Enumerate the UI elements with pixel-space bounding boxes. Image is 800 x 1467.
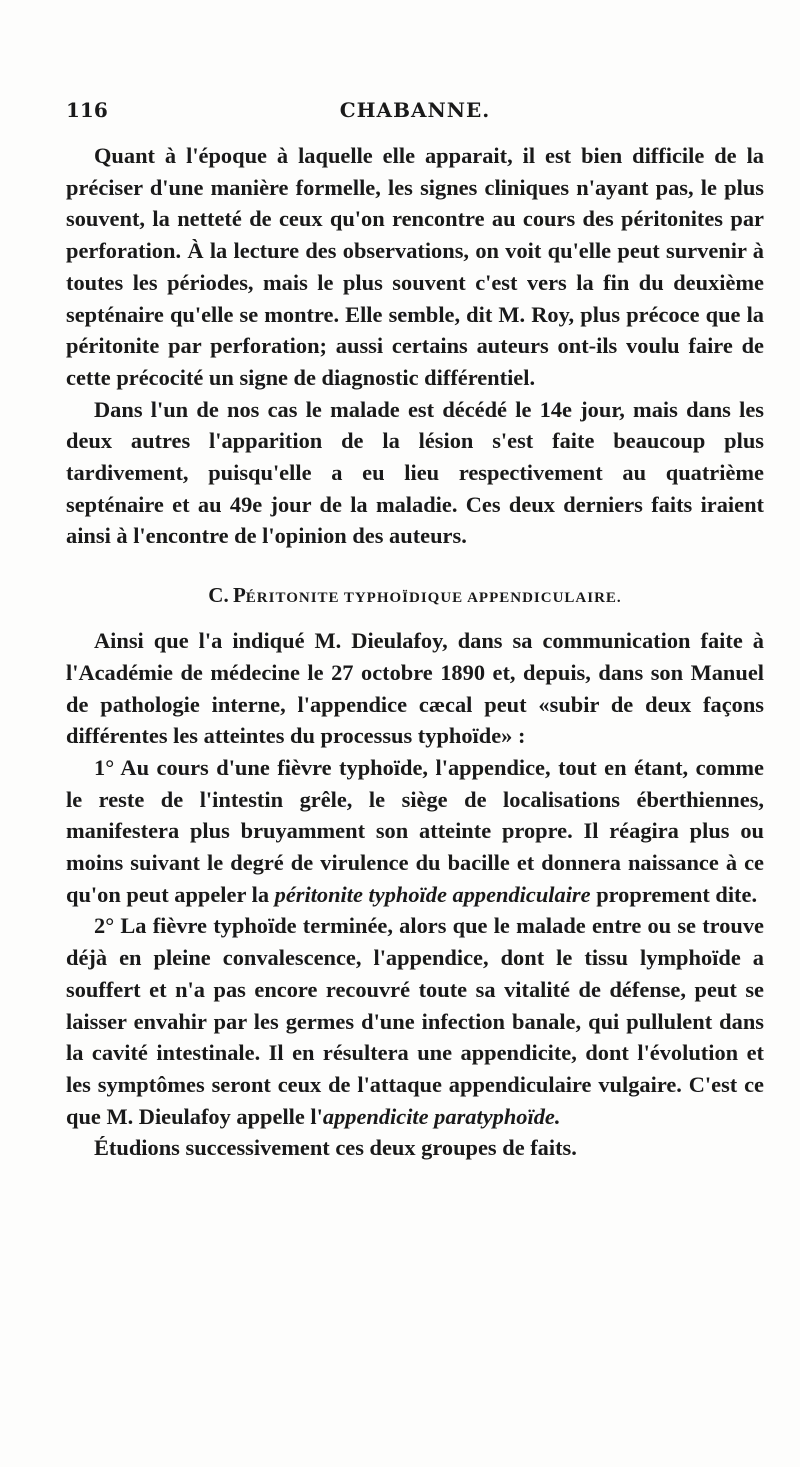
paragraph-1: Quant à l'époque à laquelle elle apparait, il est bien difficile de la préciser d'une manière formelle, les signes cliniques n'ayant pas, le plus souvent, la netteté de ceux qu'on rencontre au cours des péritonites par perforation. À la lecture des observations, on voit qu'elle peut survenir à toutes les périodes, mais le plus souvent c'est vers la fin du deuxième septénaire qu'elle se montre. Elle semble, dit M. Roy, plus précoce que la péritonite par perforation; aussi certains auteurs ont-ils voulu faire de cette précocité un signe de diagnostic différentiel.: [66, 143, 764, 390]
paragraph-4-italic: péritonite typhoïde appendiculaire: [274, 881, 591, 907]
paragraph-3: Ainsi que l'a indiqué M. Dieulafoy, dans sa communication faite à l'Académie de médecine le 27 octobre 1890 et, depuis, dans son Manuel de pathologie interne, l'appendice cæcal peut «subir de deux façons différentes les atteintes du processus typhoïde» :: [66, 628, 764, 749]
body-text: [66, 140, 764, 1164]
running-head: CHABANNE.: [339, 98, 491, 122]
page-header: [66, 98, 764, 128]
paragraph-5-lead: 2° La fièvre typhoïde terminée, alors que le malade entre ou se trouve déjà en pleine convalescence, l'appendice, dont le tissu lymphoïde a souffert et n'a pas encore recouvré toute sa vitalité de défense, peut se laisser envahir par les germes d'une infection banale, qui pullulent dans la cavité intestinale. Il en résultera une appendicite, dont l'évolution et les symptômes seront ceux de l'attaque appendiculaire vulgaire. C'est ce que M. Dieulafoy appelle l': [66, 913, 764, 1129]
paragraph-5-italic: appendicite paratyphoïde.: [322, 1103, 561, 1129]
paragraph-4: [66, 752, 764, 911]
paragraph-2: Dans l'un de nos cas le malade est décédé le 14e jour, mais dans les deux autres l'apparition de la lésion s'est faite beaucoup plus tardivement, puisqu'elle a eu lieu respectivement au quatrième septénaire et au 49e jour de la maladie. Ces deux derniers faits iraient ainsi à l'encontre de l'opinion des auteurs.: [66, 396, 764, 549]
paragraph-6: Étudions successivement ces deux groupes de faits.: [94, 1135, 577, 1161]
paragraph-5: [66, 910, 764, 1132]
paragraph-4-tail: proprement dite.: [596, 881, 758, 907]
section-heading: [66, 580, 764, 613]
page-number: 116: [66, 98, 108, 122]
section-letter: C.: [208, 583, 229, 608]
paragraph-4-lead: 1° Au cours d'une fièvre typhoïde, l'appendice, tout en étant, comme le reste de l'intestin grêle, le siège de localisations éberthiennes, manifestera plus bruyamment son atteinte propre. Il réagira plus ou moins suivant le degré de virulence du bacille et donnera naissance à ce qu'on peut appeler la: [66, 754, 764, 907]
section-title-rest: TYPHOÏDIQUE APPENDICULAIRE.: [343, 590, 622, 607]
section-title-word: ÉRITONITE: [245, 590, 340, 607]
section-title-initial: P: [232, 583, 246, 608]
